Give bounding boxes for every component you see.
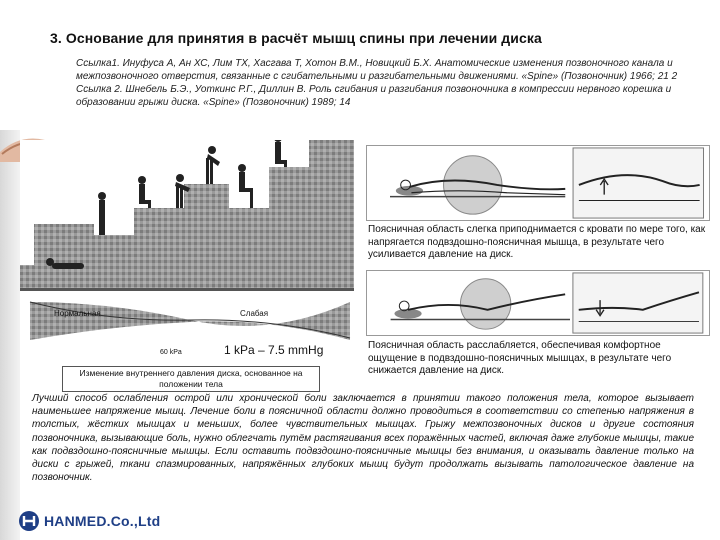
figure-lumbar-relaxed <box>366 270 710 336</box>
pressure-low-label: 60 kPa <box>160 349 182 356</box>
left-decor-strip <box>0 130 20 540</box>
pressure-wave-band <box>30 300 350 340</box>
logo-text: HANMED.Co.,Ltd <box>44 513 161 529</box>
page-title: 3. Основание для принятия в расчёт мышц спины при лечении диска <box>50 30 542 46</box>
stair-chart-caption: Изменение внутреннего давления диска, основанное на положении тела <box>62 366 320 392</box>
disc-pressure-stair-chart <box>20 140 360 388</box>
body-paragraph: Лучший способ ослабления острой или хронической боли заключается в принятии такого положения тела, которое вызывает наименьшее напряжение мышц. Лечение боли в поясничной области должно проводиться в соответствии со степенью напряжения в толстых, жёстких мышцах и меньших, более чувствительных мышцах. Грыжу межпозвоночных дисков и другие состояния позвоночника, вызывающие боль, нужно облегчать путём растягивания всех поражённых частей, включая даже глубокие мышцы, такие как подвздошно-поясничные мышцы. Если оставить подвздошно-поясничные мышцы без внимания, и оказывать давление только на диски с грыжей, ткани спазмированных, напряжённых глубоких мышц будут продолжать вызывать патологическое давление на позвоночник. <box>32 393 694 484</box>
figure-bottom-caption: Поясничная область расслабляется, обеспечивая комфортное ощущение в подвздошно-поясничных мышцах, в результате чего снижается давление на диск. <box>368 340 672 376</box>
company-logo <box>18 508 160 534</box>
wave-left-label: Нормальная <box>54 309 101 318</box>
reference-2: Ссылка 2. Шнебель Б.Э., Уоткинс Р.Г., Диллин В. Роль сгибания и разгибания позвоночника в компрессии нервного корешка и образовании грыжи диска. «Spine» (Позвоночник) 1989; 14 <box>76 84 672 108</box>
wave-right-label: Слабая <box>240 309 269 318</box>
scale-label: 1 kPa – 7.5 mmHg <box>224 343 324 357</box>
references <box>76 57 706 109</box>
reference-1: Ссылка1. Инуфуса А, Ан ХС, Лим ТХ, Хасгава Т, Хотон В.М., Новицкий Б.Х. Анатомические изменения позвоночного канала и межпозвоночного отверстия, связанные с сгибательными и разгибательными движениями. «Spine» (Позвоночник) 1966; 21 2 <box>76 58 678 82</box>
figure-lumbar-raised <box>366 145 710 221</box>
figure-top-caption: Поясничная область слегка приподнимается с кровати по мере того, как напрягается подвздошно-поясничная мышца, в результате чего усиливается давление на диск. <box>368 224 706 260</box>
hanmed-logo-icon <box>18 510 40 532</box>
